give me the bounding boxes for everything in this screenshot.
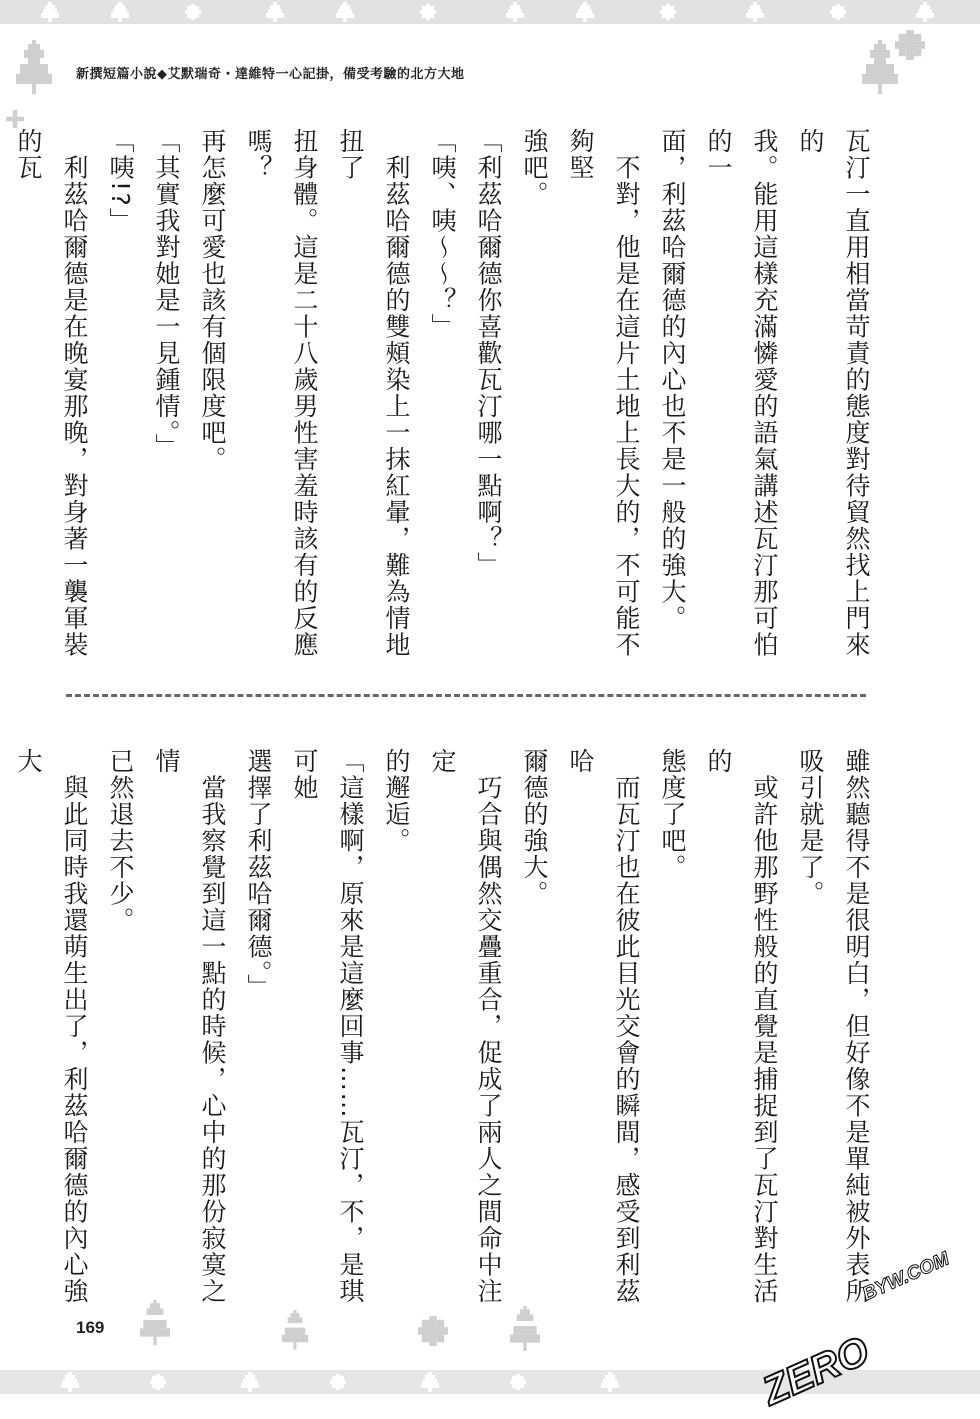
text-column — [0, 748, 5, 1308]
text-column: 面，利茲哈爾德的內心也不是一般的強大。 — [658, 128, 687, 632]
text-column: 「其實我對她是一見鍾情。」 — [152, 128, 181, 460]
watermark-main: ZERO — [756, 1328, 876, 1414]
watermark-sub: BYW.COM — [859, 1248, 953, 1306]
pine-tree-icon — [41, 2, 59, 22]
text-column: 「咦!?」 — [106, 128, 135, 234]
text-column: 再怎麼可愛也該有個限度吧。 — [198, 128, 227, 473]
snowflake-icon — [330, 1374, 346, 1390]
text-column: 不對，他是在這片土地上長大的，不可能不夠堅 — [566, 128, 641, 658]
text-column: 而瓦汀也在彼此目光交會的瞬間，感受到利茲哈 — [566, 748, 641, 1305]
snowflake-icon — [420, 4, 436, 20]
pine-tree-icon — [61, 1372, 79, 1392]
text-column: 「這樣啊，原來是這麼回事……瓦汀，不，是琪可她 — [290, 748, 365, 1305]
pine-tree-icon — [111, 2, 129, 22]
text-column: 態度了吧。 — [658, 748, 687, 881]
top-decorative-band — [0, 0, 980, 24]
pine-tree-icon — [916, 2, 934, 22]
snowflake-icon — [418, 1316, 448, 1346]
text-column: 「利茲哈爾德你喜歡瓦汀哪一點啊？」 — [474, 128, 503, 579]
snowflake-icon — [510, 1374, 526, 1390]
text-column: 爾德的強大。 — [520, 748, 549, 907]
text-column — [0, 128, 5, 680]
watermark-logo — [708, 1248, 978, 1414]
snowflake-icon — [830, 4, 846, 20]
pine-tree-icon — [601, 1372, 619, 1392]
text-column: 雖然聽得不是很明白，但好像不是單純被外表所 — [842, 748, 871, 1305]
pattern-row-top — [0, 2, 980, 22]
pine-tree-icon — [746, 2, 764, 22]
pine-tree-icon — [508, 1306, 542, 1356]
snowflake-icon — [185, 4, 201, 20]
text-column: 「咦、咦〜〜？」 — [428, 128, 457, 340]
text-column: 扭身體。這是二十八歲男性害羞時該有的反應嗎？ — [244, 128, 319, 658]
text-column: 吸引就是了。 — [796, 748, 825, 907]
text-column: 巧合與偶然交疊重合，促成了兩人之間命中注定 — [428, 748, 503, 1305]
text-column: 強吧。 — [520, 128, 549, 208]
snowflake-icon — [895, 30, 925, 60]
text-column: 我。能用這樣充滿憐愛的語氣講述瓦汀那可怕的一 — [704, 128, 779, 658]
body-text-upper — [14, 128, 879, 680]
text-column: 利茲哈爾德是在晚宴那晚，對身著一襲軍裝的瓦 — [14, 128, 89, 658]
pine-tree-icon — [14, 40, 54, 100]
text-column: 或許他那野性般的直覺是捕捉到了瓦汀對生活的 — [704, 748, 779, 1305]
snowflake-icon — [6, 110, 24, 128]
pine-tree-icon — [576, 2, 594, 22]
text-column: 已然退去不少。 — [106, 748, 135, 934]
text-column: 與此同時我還萌生出了，利茲哈爾德的內心強大 — [14, 748, 89, 1305]
pine-tree-icon — [241, 1372, 259, 1392]
pine-tree-icon — [336, 2, 354, 22]
page-number: 169 — [76, 1318, 105, 1337]
text-column: 瓦汀一直用相當苛責的態度對待貿然找上門來的 — [796, 128, 871, 658]
snowflake-icon — [150, 1374, 166, 1390]
running-title: 新撰短篇小說◆艾默瑞奇・達維特一心記掛，備受考驗的北方大地 — [76, 67, 465, 82]
pine-tree-icon — [266, 2, 284, 22]
text-column: 當我察覺到這一點的時候，心中的那份寂寞之情 — [152, 748, 227, 1305]
snowflake-icon — [660, 4, 676, 20]
text-column: 利茲哈爾德的雙頰染上一抹紅暈，難為情地扭了 — [336, 128, 411, 658]
body-text-lower — [14, 748, 879, 1308]
pine-tree-icon — [280, 1310, 310, 1354]
pine-tree-icon — [421, 1372, 439, 1392]
text-column: 的邂逅。 — [382, 748, 411, 854]
section-divider — [66, 694, 866, 697]
pine-tree-icon — [138, 1300, 172, 1350]
pine-tree-icon — [506, 2, 524, 22]
text-column: 選擇了利茲哈爾德。」 — [244, 748, 273, 1001]
